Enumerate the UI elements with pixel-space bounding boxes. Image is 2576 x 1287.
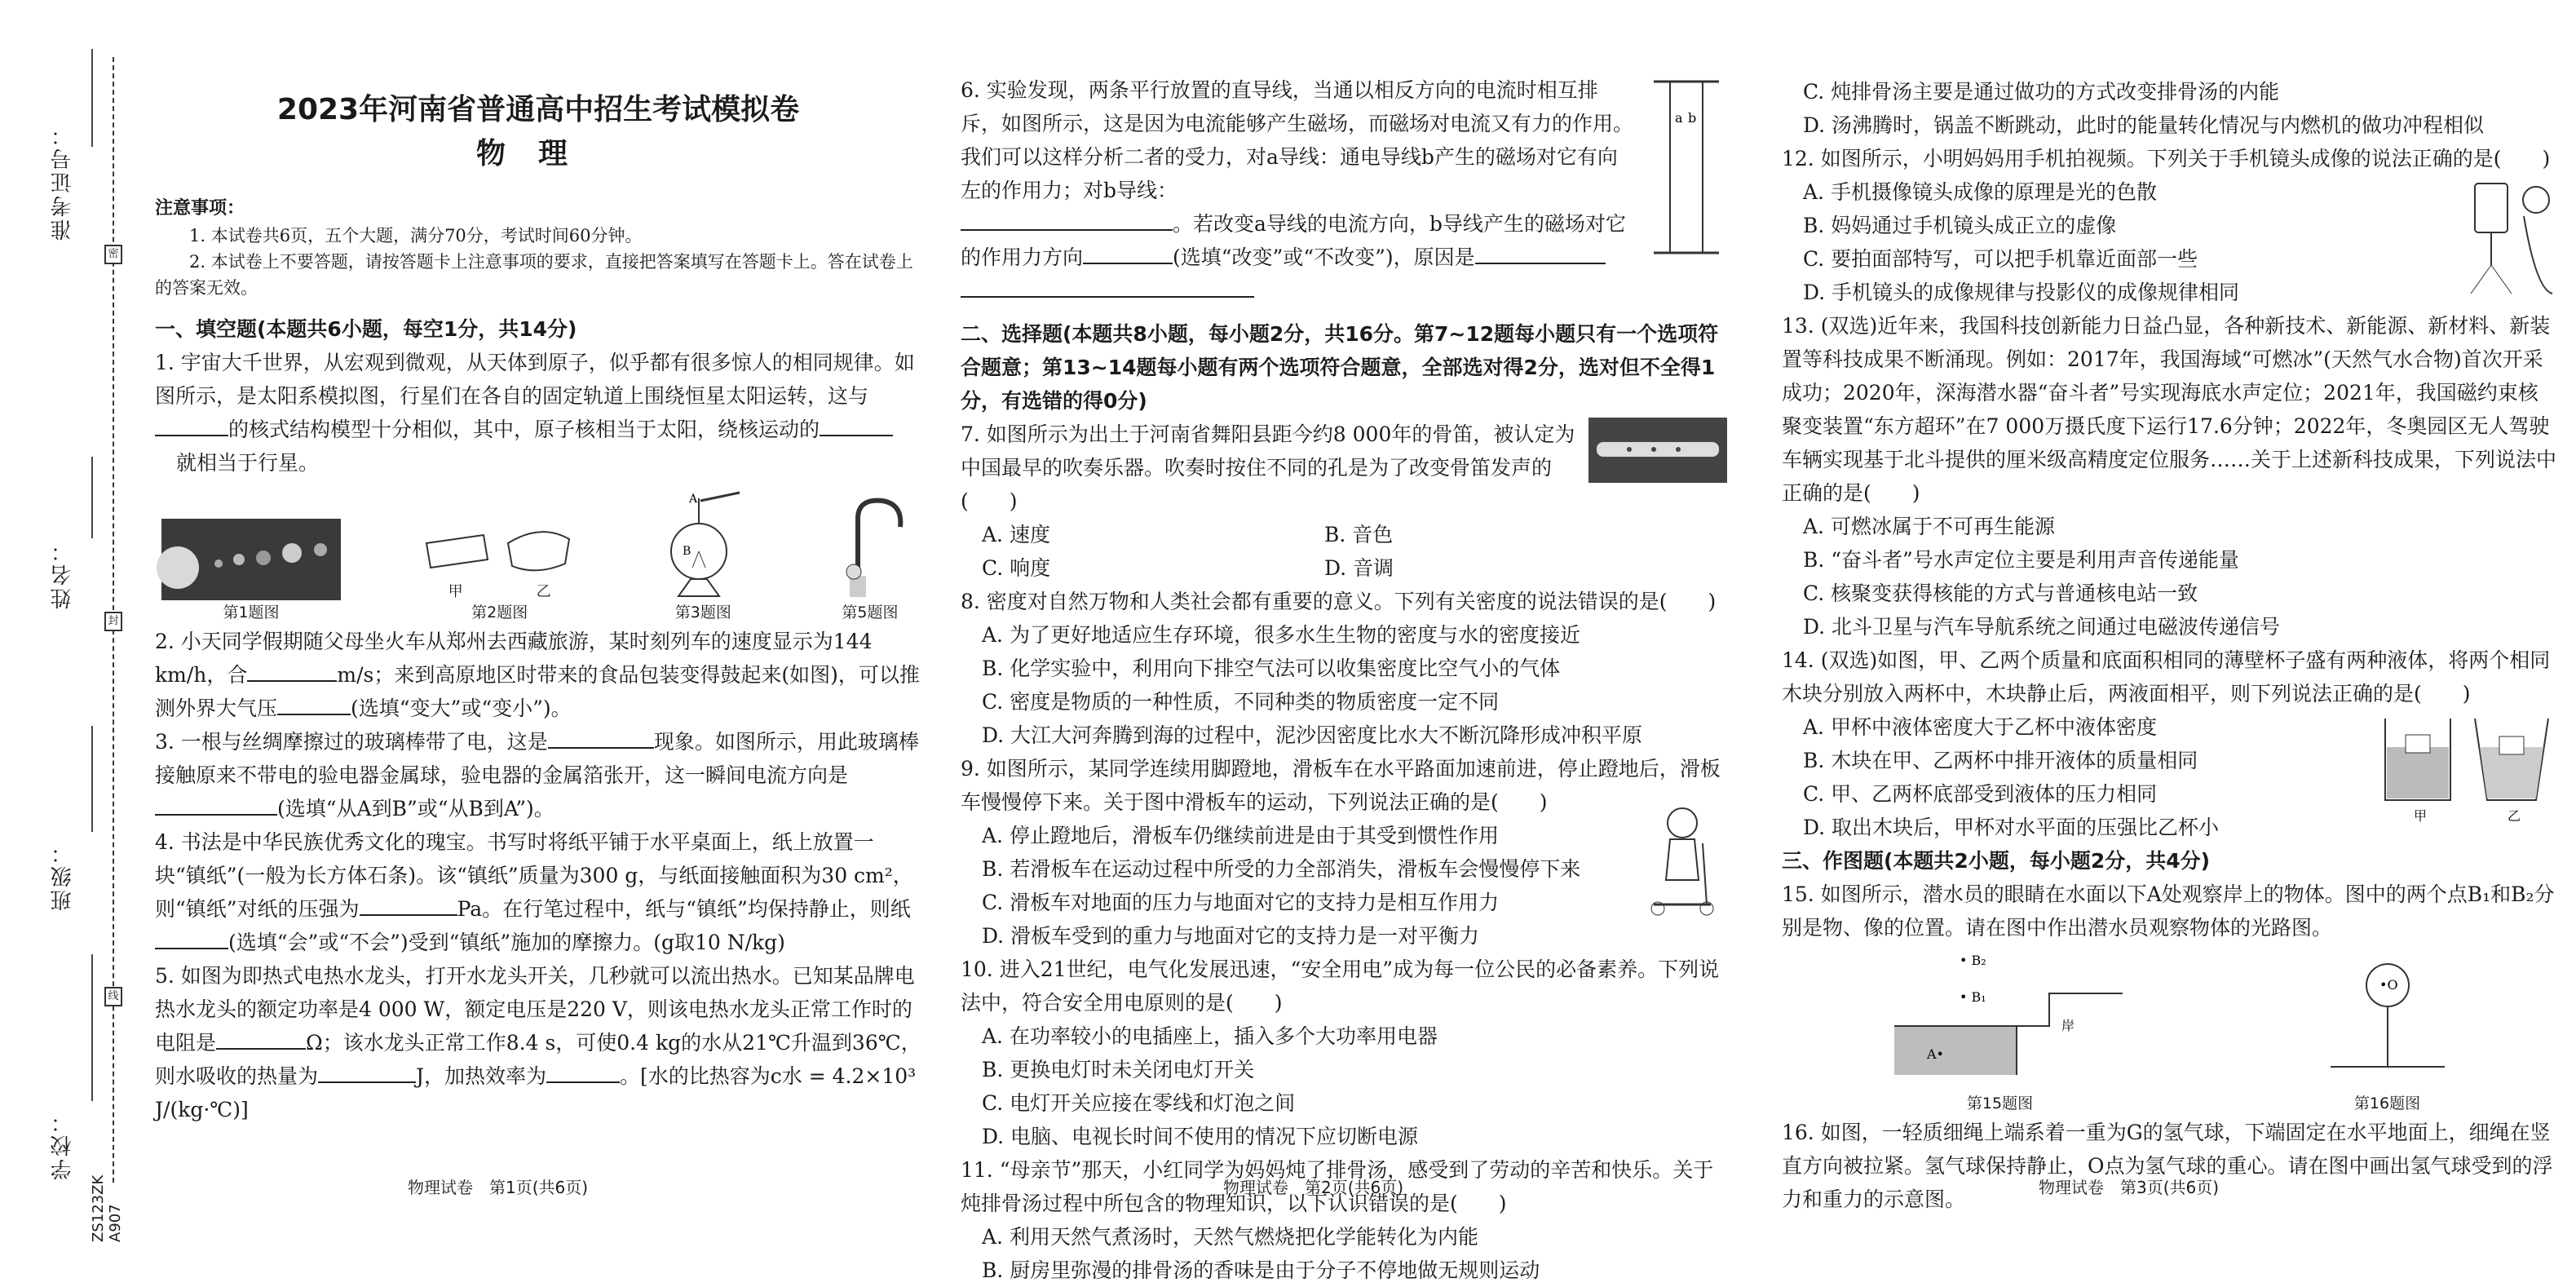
option-b[interactable]: B. “奋斗者”号水声定位主要是利用声音传递能量	[1803, 548, 2239, 572]
figure-caption: 第1题图	[223, 604, 280, 621]
answer-blank[interactable]	[155, 927, 228, 949]
question-2: 2. 小天同学假期随父母坐火车从郑州去西藏旅游，某时刻列车的速度显示为144 km/h，合 m/s；来到高原地区时带来的食品包装变得鼓起来(如图)，可以推测外界大气压 (选填“变大”或“变小”)。	[155, 630, 920, 720]
answer-blank[interactable]	[546, 1060, 620, 1083]
answer-blank[interactable]	[548, 726, 654, 749]
option-c[interactable]: C. 要拍面部特写，可以把手机靠近面部一些	[1803, 247, 2198, 271]
option-c[interactable]: C. 响度	[982, 556, 1051, 580]
binding-strip	[0, 0, 106, 1242]
answer-blank[interactable]	[961, 275, 1254, 298]
exam-number-line[interactable]	[91, 49, 93, 147]
option-c[interactable]: C. 滑板车对地面的压力与地面对它的支持力是相互作用力	[982, 891, 1500, 914]
question-6: a b 6. 实验发现，两条平行放置的直导线，当通以相反方向的电流时相互排斥，如图所示，这是因为电流能够产生磁场，而磁场对电流又有力的作用。我们可以这样分析二者的受力，对a导线：通电导线b产生的磁场对它有向左的作用力；对b导线： 。若改变a导线的电流方向，b导线产生的磁场对它的作用力方向 (选填“改变”或“不改变”)，原因是	[961, 73, 1727, 307]
option-a[interactable]: A. 为了更好地适应生存环境，很多水生生物的密度与水的密度接近	[982, 623, 1580, 647]
notice-item: 2. 本试卷上不要答题，请按答题卡上注意事项的要求，直接把答案填写在答题卡上。答在试卷上的答案无效。	[155, 252, 913, 298]
question-16: 16. 如图，一轻质细绳上端系着一重为G的氢气球，下端固定在水平地面上，细绳在竖直方向被拉紧。氢气球保持静止，O点为氢气球的重心。请在图中画出氢气球受到的浮力和重力的示意图。	[1782, 1121, 2553, 1211]
wire-a-label: a	[1675, 110, 1683, 126]
question-13: 13. (双选)近年来，我国科技创新能力日益凸显，各种新技术、新能源、新材料、新装置等科技成果不断涌现。例如：2017年，我国海域“可燃冰”(天然气水合物)首次开采成功；2020年，深海潜水器“奋斗者”号实现海底水声定位；2021年，我国磁约束核聚变装置“东方超环”在7 000万摄氏度下运行17.6分钟；2022年，冬奥园区无人驾驶车辆实现基于北斗提供的厘米级高精度定位服务……关于上述新科技成果，下列说法中正确的是( ) A. 可燃冰属于不可再生能源 B. “奋斗者”号水声定位主要是利用声音传递能量 C. 核聚变获得核能的方式与普通核电站一致 D. 北斗卫星与汽车导航系统之间通过电磁波传递信号	[1782, 309, 2556, 644]
point-a: A•	[1926, 1046, 1944, 1062]
class-label: 班级：	[51, 840, 75, 911]
figure-2	[418, 519, 581, 625]
figure-caption: 第2题图	[471, 604, 528, 621]
answer-blank[interactable]	[820, 414, 893, 436]
shore-label: 岸	[2061, 1018, 2074, 1033]
svg-text:A: A	[689, 493, 698, 506]
faucet-image	[825, 494, 915, 600]
figure-5	[825, 494, 915, 625]
question-10: 10. 进入21世纪，电气化发展迅速，“安全用电”成为每一位公民的必备素养。下列说法中，符合安全用电原则的是( ) A. 在功率较小的电插座上，插入多个大功率用电器 B. 更换电灯时未关闭电灯开关 C. 电灯开关应接在零线和灯泡之间 D. 电脑、电视长时间不使用的情况下应切断电源	[961, 953, 1727, 1153]
option-a[interactable]: A. 在功率较小的电插座上，插入多个大功率用电器	[982, 1024, 1438, 1048]
option-a[interactable]: A. 可燃冰属于不可再生能源	[1803, 515, 2055, 538]
option-d[interactable]: D. 汤沸腾时，锅盖不断跳动，此时的能量转化情况与内燃机的做功冲程相似	[1803, 113, 2485, 137]
name-line[interactable]	[91, 457, 93, 538]
option-d[interactable]: D. 电脑、电视长时间不使用的情况下应切断电源	[982, 1125, 1419, 1148]
parallel-wires-figure	[1646, 73, 1727, 261]
cup-label-jia: 甲	[2414, 808, 2428, 824]
wire-b-label: b	[1688, 110, 1697, 126]
figure-caption: 第16题图	[2353, 1095, 2421, 1112]
figure-caption: 第15题图	[1966, 1095, 2034, 1112]
option-a[interactable]: A. 停止蹬地后，滑板车仍继续前进是由于其受到惯性作用	[982, 824, 1499, 847]
option-a[interactable]: A. 甲杯中液体密度大于乙杯中液体密度	[1803, 715, 2157, 739]
question-15: 15. 如图所示，潜水员的眼睛在水面以下A处观察岸上的物体。图中的两个点B₁和B₂分别是物、像的位置。请在图中作出潜水员观察物体的光路图。 • B₂ • B₁ A• 岸 第15题图 •O 第16题图	[1782, 878, 2556, 1116]
question-1: 1. 宇宙大千世界，从宏观到微观，从天体到原子，似乎都有很多惊人的相同规律。如图所示，是太阳系模拟图，行星们在各自的固定轨道上围绕恒星太阳运转，这与的核式结构模型十分相似，其中，原子核相当于太阳，绕核运动的 就相当于行星。	[155, 351, 915, 475]
option-a[interactable]: A. 速度	[982, 523, 1050, 546]
page-footer: 物理试卷 第1页(共6页)	[408, 1178, 589, 1197]
scooter-girl-image	[1637, 803, 1727, 917]
school-line[interactable]	[91, 954, 93, 1101]
answer-blank[interactable]	[277, 692, 351, 715]
page-footer: 物理试卷 第2页(共6页)	[1223, 1178, 1404, 1197]
option-a[interactable]: A. 手机摄像镜头成像的原理是光的色散	[1803, 180, 2157, 204]
section-3-heading: 三、作图题(本题共2小题，每小题2分，共4分)	[1782, 849, 2211, 873]
question-14: 14. (双选)如图，甲、乙两个质量和底面积相同的薄壁杯子盛有两种液体，将两个相同木块分别放入两杯中，木块静止后，两液面相平，则下列说法正确的是( ) 甲 乙 A. 甲杯中液体密度大于乙杯中液体密度 B. 木块在甲、乙两杯中排开液体的质量相同 C. 甲、乙两杯底部受到液体的压力相同 D. 取出木块后，甲杯对水平面的压强比乙杯小	[1782, 644, 2556, 844]
balloon-figure[interactable]	[2314, 953, 2461, 1091]
phone-tripod-image	[2459, 175, 2556, 298]
option-b[interactable]: B. 音色	[1324, 523, 1394, 546]
page-footer: 物理试卷 第3页(共6页)	[2039, 1178, 2220, 1197]
answer-blank[interactable]	[1083, 241, 1173, 264]
figure-15	[1878, 953, 2123, 1116]
question-12: 12. 如图所示，小明妈妈用手机拍视频。下列关于手机镜头成像的说法正确的是( ) A. 手机摄像镜头成像的原理是光的色散 B. 妈妈通过手机镜头成正立的虚像 C. 要拍面部特写，可以把手机靠近面部一些 D. 手机镜头的成像规律与投影仪的成像规律相同	[1782, 142, 2556, 309]
option-c[interactable]: C. 电灯开关应接在零线和灯泡之间	[982, 1091, 1296, 1115]
option-d[interactable]: D. 北斗卫星与汽车导航系统之间通过电磁波传递信号	[1803, 615, 2281, 639]
electroscope-image	[658, 486, 748, 600]
question-5: 5. 如图为即热式电热水龙头，打开水龙头开关，几秒就可以流出热水。已知某品牌电热水龙头的额定功率是4 000 W，额定电压是220 V，则该电热水龙头正常工作时的电阻是 Ω；该水龙头正常工作8.4 s，可使0.4 kg的水从21℃升温到36℃，则水吸收的热量为 J，加热效率为 。[水的比热容为c水 = 4.2×10³ J/(kg·℃)]	[155, 964, 921, 1121]
notice-item: 1. 本试卷共6页，五个大题，满分70分，考试时间60分钟。	[189, 226, 643, 245]
option-c[interactable]: C. 核聚变获得核能的方式与普通核电站一致	[1803, 582, 2198, 605]
option-c[interactable]: C. 甲、乙两杯底部受到液体的压力相同	[1803, 782, 2158, 806]
figure-label-jia: 甲	[448, 583, 463, 600]
option-c[interactable]: C. 密度是物质的一种性质，不同种类的物质密度一定不同	[982, 690, 1500, 714]
option-d[interactable]: D. 大江大河奔腾到海的过程中，泥沙因密度比水大不断沉降形成冲积平原	[982, 723, 1643, 747]
section-2-heading: 二、选择题(本题共8小题，每小题2分，共16分。第7~12题每小题只有一个选项符合题意；第13~14题每小题有两个选项符合题意，全部选对得2分，选对但不全得1分，有选错的得0分)	[961, 322, 1719, 413]
figure-3	[658, 486, 748, 625]
notice-heading: 注意事项：	[155, 198, 245, 219]
figure-label-yi: 乙	[536, 583, 551, 600]
figure-16	[2314, 953, 2461, 1116]
name-label: 姓名：	[51, 538, 75, 609]
option-c[interactable]: C. 炖排骨汤主要是通过做功的方式改变排骨汤的内能	[1803, 80, 2280, 104]
page-1	[155, 73, 921, 1126]
answer-blank[interactable]	[247, 659, 337, 682]
option-a[interactable]: A. 利用天然气煮汤时，天然气燃烧把化学能转化为内能	[982, 1225, 1478, 1249]
svg-text:B: B	[683, 545, 691, 558]
answer-blank[interactable]	[1475, 241, 1606, 264]
point-b2: • B₂	[1959, 953, 1986, 968]
question-3: 3. 一根与丝绸摩擦过的玻璃棒带了电，这是 现象。如图所示，用此玻璃棒接触原来不带电的验电器金属球，验电器的金属箔张开，这一瞬间电流方向是(选填“从A到B”或“从B到A”)。	[155, 725, 921, 825]
bone-flute-image	[1588, 418, 1727, 483]
exam-number-label: 准考证号：	[51, 122, 75, 241]
figures-row-1	[155, 480, 921, 625]
class-line[interactable]	[91, 726, 93, 832]
figure-1	[161, 519, 341, 625]
question-7: 7. 如图所示为出土于河南省舞阳县距今约8 000年的骨笛，被认定为中国最早的吹奏乐器。吹奏时按住不同的孔是为了改变骨笛发声的( ) A. 速度 B. 音色 C. 响度 D. 音调	[961, 418, 1727, 585]
option-b[interactable]: B. 木块在甲、乙两杯中排开液体的质量相同	[1803, 749, 2198, 772]
option-b[interactable]: B. 若滑板车在运动过程中所受的力全部消失，滑板车会慢慢停下来	[982, 857, 1581, 881]
figure-caption: 第3题图	[674, 604, 731, 621]
answer-blank[interactable]	[961, 208, 1173, 231]
answer-blank[interactable]	[318, 1060, 416, 1083]
seal-mark: 密	[104, 245, 122, 264]
solar-system-image	[161, 519, 341, 600]
section-1-heading: 一、填空题(本题共6小题，每空1分，共14分)	[155, 317, 577, 341]
school-label: 学校：	[51, 1109, 75, 1180]
question-4: 4. 书法是中华民族优秀文化的瑰宝。书写时将纸平铺于水平桌面上，纸上放置一块“镇纸”(一般为长方体石条)。该“镇纸”质量为300 g，与纸面接触面积为30 cm²，则“镇纸”对纸的压强为 Pa。在行笔过程中，纸与“镇纸”均保持静止，则纸(选填“会”或“不会”)受到“镇纸”施加的摩擦力。(g取10 N/kg)	[155, 830, 913, 954]
page-3	[1782, 75, 2556, 1216]
subject-title: 物理	[475, 137, 600, 170]
answer-blank[interactable]	[216, 1027, 306, 1050]
option-d[interactable]: D. 手机镜头的成像规律与投影仪的成像规律相同	[1803, 281, 2240, 304]
option-d[interactable]: D. 滑板车受到的重力与地面对它的支持力是一对平衡力	[982, 924, 1480, 948]
option-b[interactable]: B. 化学实验中，利用向下排空气法可以收集密度比空气小的气体	[982, 657, 1561, 680]
question-9: 9. 如图所示，某同学连续用脚蹬地，滑板车在水平路面加速前进，停止蹬地后，滑板车慢慢停下来。关于图中滑板车的运动，下列说法正确的是( ) A. 停止蹬地后，滑板车仍继续前进是由于其受到惯性作用 B. 若滑板车在运动过程中所受的力全部消失，滑板车会慢慢停下来 C. 滑板车对地面的压力与地面对它的支持力是相互作用力 D. 滑板车受到的重力与地面对它的支持力是一对平衡力	[961, 752, 1727, 953]
paper-code: ZS123ZK A907	[90, 1174, 124, 1242]
answer-blank[interactable]	[155, 414, 228, 436]
option-b[interactable]: B. 妈妈通过手机镜头成正立的虚像	[1803, 214, 2117, 237]
option-d[interactable]: D. 取出木块后，甲杯对水平面的压强比乙杯小	[1803, 816, 2220, 839]
food-bags-image	[418, 519, 581, 584]
diver-refraction-figure[interactable]	[1878, 953, 2123, 1091]
exam-title: 2023年河南省普通高中招生考试模拟卷	[276, 93, 800, 126]
seal-mark: 线	[104, 987, 122, 1006]
question-11: 11. “母亲节”那天，小红同学为妈妈炖了排骨汤，感受到了劳动的辛苦和快乐。关于炖排骨汤过程中所包含的物理知识，以下认识错误的是( ) A. 利用天然气煮汤时，天然气燃烧把化学能转化为内能 B. 厨房里弥漫的排骨汤的香味是由于分子不停地做无规则运动	[961, 1153, 1727, 1287]
page-2	[961, 73, 1727, 1287]
two-cups-figure	[2377, 702, 2556, 825]
cup-label-yi: 乙	[2508, 808, 2521, 824]
figure-caption: 第5题图	[842, 604, 899, 621]
answer-blank[interactable]	[360, 893, 457, 916]
answer-blank[interactable]	[155, 793, 277, 816]
option-b[interactable]: B. 更换电灯时未关闭电灯开关	[982, 1058, 1255, 1081]
seal-mark: 封	[104, 612, 122, 631]
point-b1: • B₁	[1959, 989, 1986, 1005]
option-b[interactable]: B. 厨房里弥漫的排骨汤的香味是由于分子不停地做无规则运动	[982, 1258, 1540, 1282]
question-8: 8. 密度对自然万物和人类社会都有重要的意义。下列有关密度的说法错误的是( ) A. 为了更好地适应生存环境，很多水生生物的密度与水的密度接近 B. 化学实验中，利用向下排空气法可以收集密度比空气小的气体 C. 密度是物质的一种性质，不同种类的物质密度一定不同 D. 大江大河奔腾到海的过程中，泥沙因密度比水大不断沉降形成冲积平原	[961, 585, 1727, 752]
option-d[interactable]: D. 音调	[1324, 556, 1394, 580]
point-o: •O	[2379, 977, 2398, 993]
